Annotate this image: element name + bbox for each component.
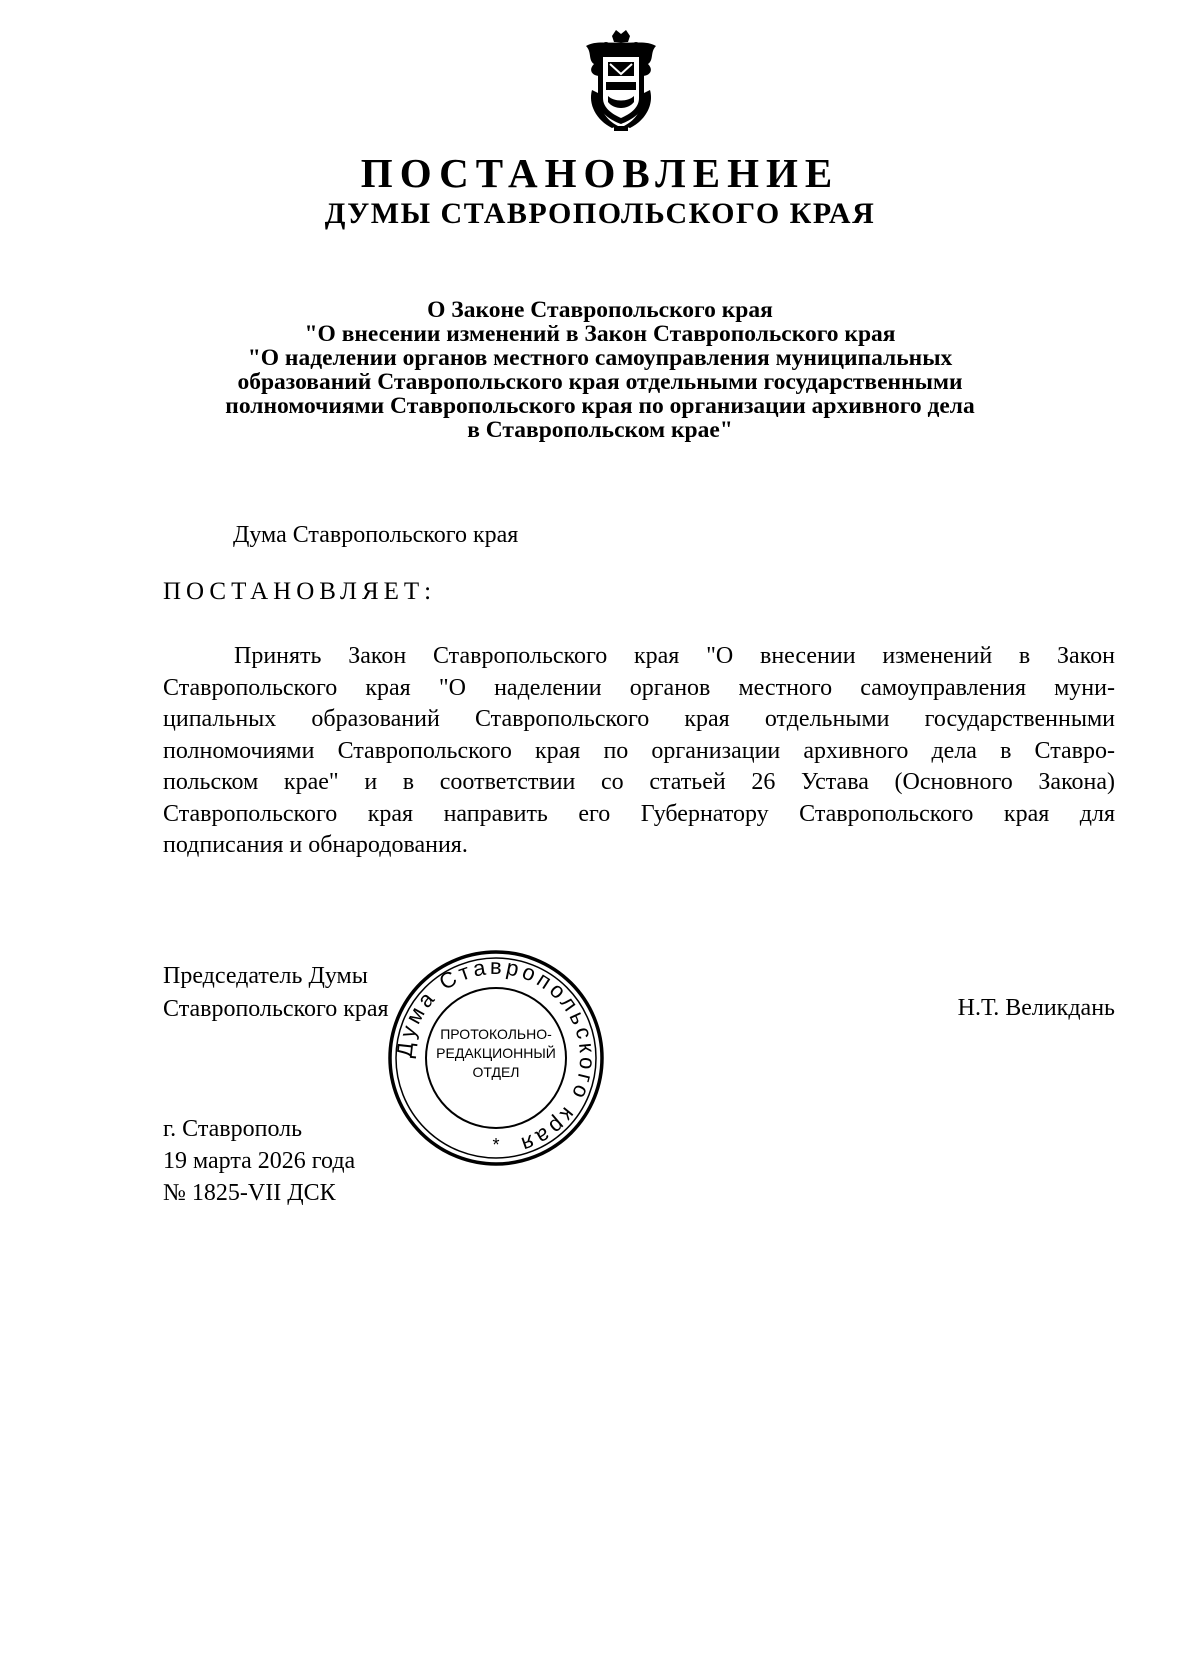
city: г. Ставрополь	[163, 1116, 303, 1142]
body-line: Ставропольского края "О наделении органов местного самоуправления муни-	[163, 674, 1115, 701]
subject-line: образований Ставропольского края отдельными государственными	[237, 369, 963, 395]
subject-line: О Законе Ставропольского края	[427, 297, 773, 323]
stamp-star: *	[492, 1135, 500, 1155]
stamp-inner-line: РЕДАКЦИОННЫЙ	[436, 1045, 556, 1061]
official-stamp	[385, 947, 607, 1169]
body-line: Принять Закон Ставропольского края "О внесении изменений в Закон	[234, 643, 1115, 669]
signatory-position	[163, 960, 389, 1026]
subject-line: в Ставропольском крае"	[467, 417, 733, 443]
subject-line: "О внесении изменений в Закон Ставропольского края	[304, 321, 896, 347]
stamp-inner-line: ОТДЕЛ	[472, 1064, 520, 1080]
document-subtitle: ДУМЫ СТАВРОПОЛЬСКОГО КРАЯ	[324, 197, 876, 230]
body-line: Ставропольского края направить его Губернатору Ставропольского края для	[163, 800, 1115, 827]
place-date-number	[163, 1113, 355, 1209]
signatory-name: Н.Т. Великдань	[957, 995, 1115, 1021]
position-line: Председатель Думы	[163, 963, 368, 989]
decree-word: ПОСТАНОВЛЯЕТ:	[163, 578, 437, 605]
subject-line: полномочиями Ставропольского края по организации архивного дела	[225, 393, 975, 419]
body-line: польском крае" и в соответствии со статьей 26 Устава (Основного Закона)	[163, 769, 1115, 795]
coat-of-arms-emblem	[578, 30, 664, 132]
preamble: Дума Ставропольского края	[233, 522, 519, 548]
body-line: ципальных образований Ставропольского края отдельными государственными	[163, 706, 1115, 732]
document-title: ПОСТАНОВЛЕНИЕ	[360, 150, 840, 196]
stamp-ring-text: Дума Ставропольского края	[391, 953, 601, 1159]
document-subject	[150, 298, 1050, 442]
subject-line: "О наделении органов местного самоуправления муниципальных	[247, 345, 953, 371]
decree-body	[163, 641, 1115, 862]
document-number: № 1825-VII ДСК	[163, 1180, 336, 1206]
stamp-inner-line: ПРОТОКОЛЬНО-	[440, 1026, 552, 1042]
date: 19 марта 2026 года	[163, 1148, 356, 1174]
position-line: Ставропольского края	[163, 996, 389, 1022]
body-line: полномочиями Ставропольского края по организации архивного дела в Ставро-	[163, 737, 1115, 764]
body-line: подписания и обнародования.	[163, 832, 468, 858]
